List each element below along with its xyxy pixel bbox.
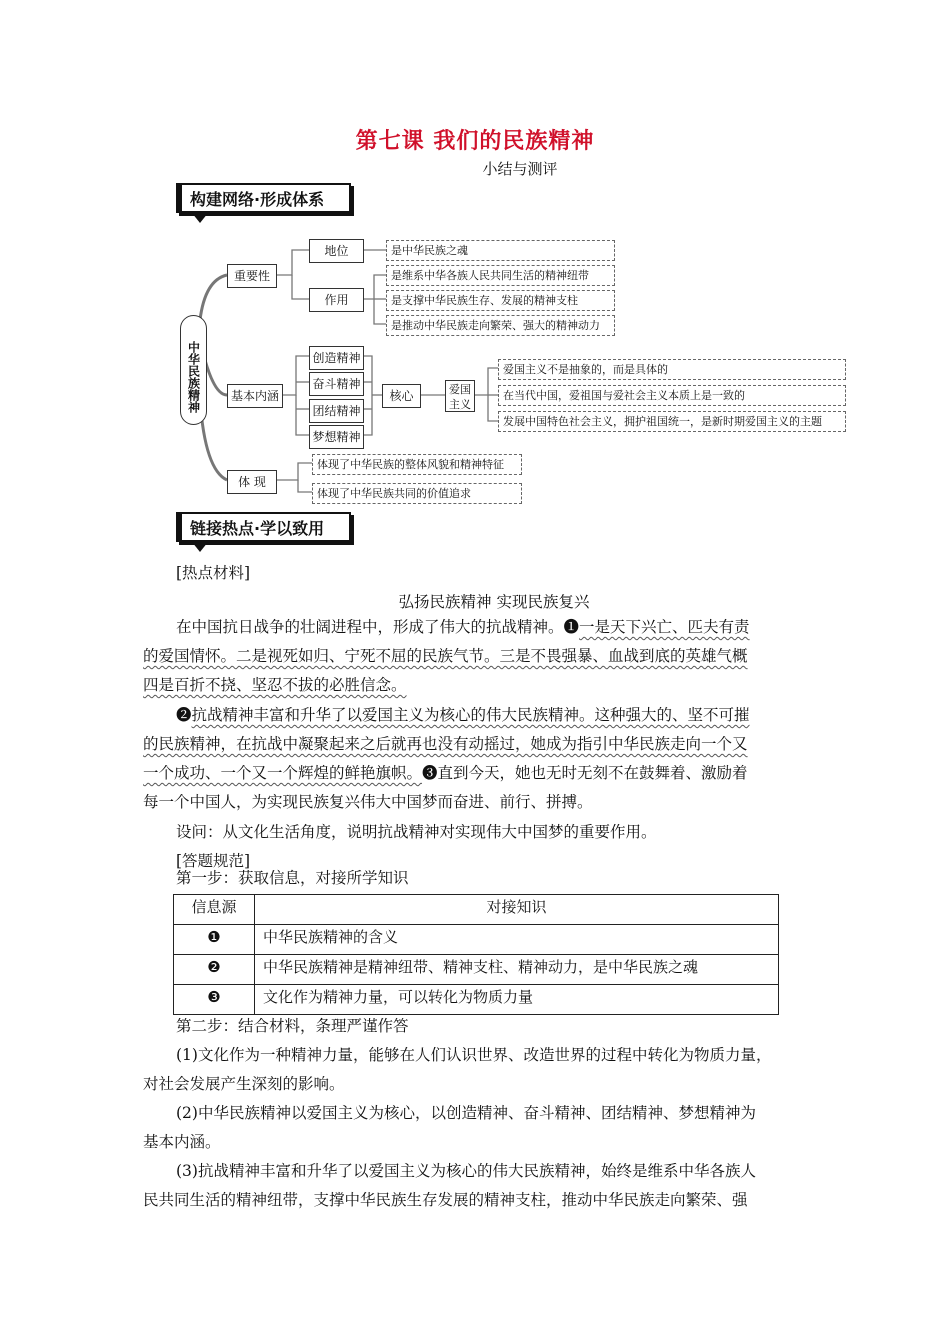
marker-2: ❷ xyxy=(176,706,192,724)
section-header-label: 构建网络·形成体系 xyxy=(190,190,325,209)
role-item: 是支撑中华民族生存、发展的精神支柱 xyxy=(386,290,615,311)
paragraph-line: 的民族精神，在抗战中凝聚起来之后就再也没有动摇过，她成为指引中华民族走向一个又 xyxy=(143,735,748,753)
answer-line: 基本内涵。 xyxy=(143,1133,221,1151)
patriotism-item: 在当代中国，爱祖国与爱社会主义本质上是一致的 xyxy=(498,385,846,406)
role-item: 是推动中华民族走向繁荣、强大的精神动力 xyxy=(386,315,615,336)
table-header: 对接知识 xyxy=(255,895,779,925)
table-row xyxy=(174,925,779,955)
paragraph-line: 每一个中国人，为实现民族复兴伟大中国梦而奋进、前行、拼搏。 xyxy=(143,793,593,811)
table-cell-source: ❶ xyxy=(174,925,255,955)
paragraph-line: 的爱国情怀。二是视死如归、宁死不屈的民族气节。三是不畏强暴、血战到底的英雄气概 xyxy=(143,647,748,665)
step-1: 第一步：获取信息，对接所学知识 xyxy=(176,869,409,887)
center-node: 中华民族精神 xyxy=(180,315,207,425)
table-cell-knowledge: 中华民族精神是精神纽带、精神支柱、精神动力，是中华民族之魂 xyxy=(255,955,779,985)
node-spirit: 团结精神 xyxy=(309,399,364,423)
node-status: 地位 xyxy=(309,239,364,263)
step-2: 第二步：结合材料，条理严谨作答 xyxy=(176,1017,409,1035)
table-header: 信息源 xyxy=(174,895,255,925)
section-header-label: 链接热点·学以致用 xyxy=(190,519,325,538)
pointer-triangle-icon xyxy=(192,542,208,552)
table-cell-knowledge: 中华民族精神的含义 xyxy=(255,925,779,955)
knowledge-table xyxy=(173,894,779,1015)
marker-1: ❶ xyxy=(563,618,580,636)
patriotism-item: 爱国主义不是抽象的，而是具体的 xyxy=(498,359,846,380)
table-row xyxy=(174,985,779,1015)
node-spirit: 创造精神 xyxy=(309,346,364,370)
page-title: 第七课 我们的民族精神 xyxy=(355,129,595,154)
article-title: 弘扬民族精神 实现民族复兴 xyxy=(398,593,590,611)
node-embody: 体 现 xyxy=(227,470,277,494)
table-row xyxy=(174,955,779,985)
answer-line: (1)文化作为一种精神力量，能够在人们认识世界、改造世界的过程中转化为物质力量， xyxy=(176,1046,772,1064)
status-item: 是中华民族之魂 xyxy=(386,240,615,261)
paragraph-line: ❷抗战精神丰富和升华了以爱国主义为核心的伟大民族精神。这种强大的、坚不可摧 xyxy=(176,706,750,724)
table-header-row xyxy=(174,895,779,925)
role-item: 是维系中华各族人民共同生活的精神纽带 xyxy=(386,265,615,286)
answer-label: [答题规范] xyxy=(176,852,251,870)
node-patriotism: 爱国 主义 xyxy=(445,380,475,412)
question: 设问：从文化生活角度，说明抗战精神对实现伟大中国梦的重要作用。 xyxy=(176,823,657,841)
node-content: 基本内涵 xyxy=(227,384,283,408)
embody-item: 体现了中华民族的整体风貌和精神特征 xyxy=(312,454,522,475)
answer-line: 对社会发展产生深刻的影响。 xyxy=(143,1075,345,1093)
answer-line: (3)抗战精神丰富和升华了以爱国主义为核心的伟大民族精神，始终是维系中华各族人 xyxy=(176,1162,756,1180)
answer-line: (2)中华民族精神以爱国主义为核心，以创造精神、奋斗精神、团结精神、梦想精神为 xyxy=(176,1104,756,1122)
embody-item: 体现了中华民族共同的价值追求 xyxy=(312,483,522,504)
marker-3: ❸ xyxy=(422,764,438,782)
node-spirit: 奋斗精神 xyxy=(309,372,364,396)
patriotism-item: 发展中国特色社会主义，拥护祖国统一，是新时期爱国主义的主题 xyxy=(498,411,846,432)
paragraph-line: 在中国抗日战争的壮阔进程中，形成了伟大的抗战精神。❶一是天下兴亡、匹夫有责 xyxy=(176,618,750,636)
table-cell-source: ❷ xyxy=(174,955,255,985)
node-role: 作用 xyxy=(309,288,364,312)
answer-line: 民共同生活的精神纽带，支撑中华民族生存发展的精神支柱，推动中华民族走向繁荣、强 xyxy=(143,1191,748,1209)
section-header-hotspot xyxy=(176,512,351,542)
paragraph-line: 一个成功、一个又一个辉煌的鲜艳旗帜。❸直到今天，她也无时无刻不在鼓舞着、激励着 xyxy=(143,764,748,782)
table-cell-source: ❸ xyxy=(174,985,255,1015)
node-importance: 重要性 xyxy=(227,264,277,288)
node-spirit: 梦想精神 xyxy=(309,425,364,449)
paragraph-line: 四是百折不挠、坚忍不拔的必胜信念。 xyxy=(143,676,407,694)
page-subtitle: 小结与测评 xyxy=(482,160,558,178)
hot-material-label: [热点材料] xyxy=(176,564,251,582)
table-cell-knowledge: 文化作为精神力量，可以转化为物质力量 xyxy=(255,985,779,1015)
node-core: 核心 xyxy=(382,384,421,408)
